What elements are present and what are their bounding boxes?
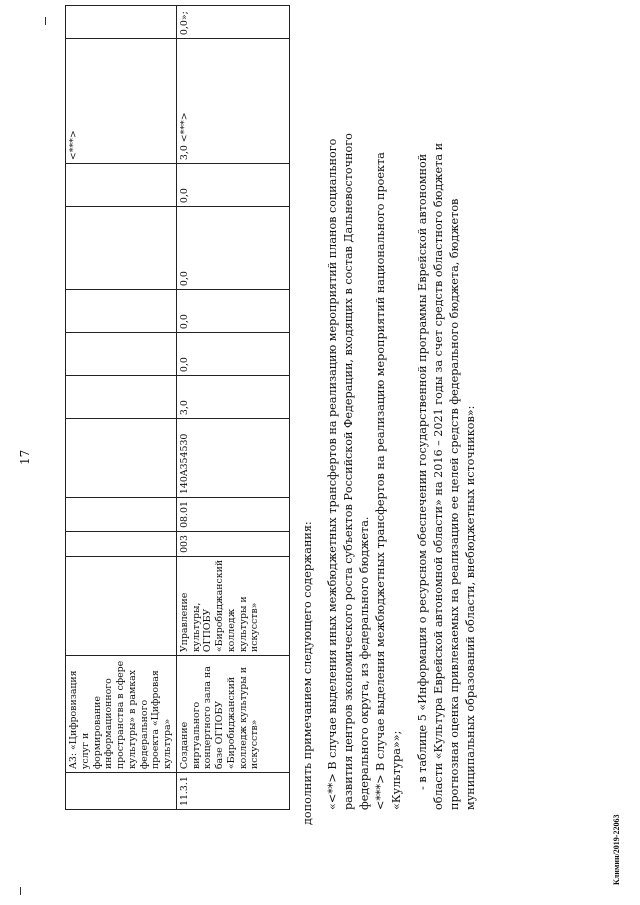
notes-block xyxy=(300,110,479,825)
scan-mark xyxy=(45,17,46,25)
cell-value xyxy=(66,290,177,333)
table5-paragraph: - в таблице 5 «Информация о ресурсном обеспечении государственной программы Еврейской автономной области «Культура Еврейской автономной области» на 2016 – 2021 годы за счет средств областного бюджета и прогнозная оценка привлекаемых на реализацию ее целей средств федерального бюджета, бюджетов муниципальных образований области, внебюджетных источников»: xyxy=(416,142,477,810)
cell-csr xyxy=(66,419,177,498)
cell-value xyxy=(66,333,177,376)
cell-name: Создание виртуального концертного зала на базе ОГПОБУ «Биробиджанский колледж культуры и искусств» xyxy=(176,656,289,773)
page-number: 17 xyxy=(18,449,32,465)
cell-rzpr: 08.01 xyxy=(176,498,289,532)
cell-value xyxy=(66,6,177,39)
cell-value xyxy=(66,164,177,207)
cell-value: 0,0 xyxy=(176,207,289,290)
cell-value: 3,0 xyxy=(176,376,289,419)
scan-mark xyxy=(20,887,21,895)
footnote-2: <***> В случае выделения межбюджетных трансфертов на реализацию мероприятий национального проекта «Культура»»; xyxy=(374,152,403,810)
cell-value: 0,0»; xyxy=(176,6,289,39)
cell-name: А3: «Цифровизация услуг и формирование информационного пространства в сфере культуры» в рамках федерального проекта «Цифровая культура» xyxy=(66,656,177,773)
cell-executor xyxy=(66,556,177,655)
notes-intro: дополнить примечанием следующего содержания: xyxy=(301,521,314,825)
cell-csr: 140A354530 xyxy=(176,419,289,498)
cell-value xyxy=(66,376,177,419)
cell-grbs xyxy=(66,531,177,556)
cell-value: 0,0 xyxy=(176,333,289,376)
cell-value: 0,0 xyxy=(176,164,289,207)
cell-num xyxy=(66,773,177,810)
program-table xyxy=(65,5,290,810)
cell-executor: Управление культуры, ОГПОБУ «Биробиджанский колледж культуры и искусств» xyxy=(176,556,289,655)
table-row xyxy=(176,6,289,810)
cell-num: 11.3.1 xyxy=(176,773,289,810)
cell-rzpr xyxy=(66,498,177,532)
cell-value: 0,0 xyxy=(176,290,289,333)
table-row xyxy=(66,6,177,810)
cell-value xyxy=(66,207,177,290)
cell-value: 3,0 <***> xyxy=(176,39,289,164)
document-stamp: Климин/2019-22063 xyxy=(612,814,621,885)
footnote-1: «<**> В случае выделения иных межбюджетных трансфертов на реализацию мероприятий планов социального развития центров экономического роста субъектов Российской Федерации, входящих в состав Дальневосточного федерального округа, из федерального бюджета. xyxy=(326,133,371,810)
cell-grbs: 003 xyxy=(176,531,289,556)
cell-value: <***> xyxy=(66,39,177,164)
